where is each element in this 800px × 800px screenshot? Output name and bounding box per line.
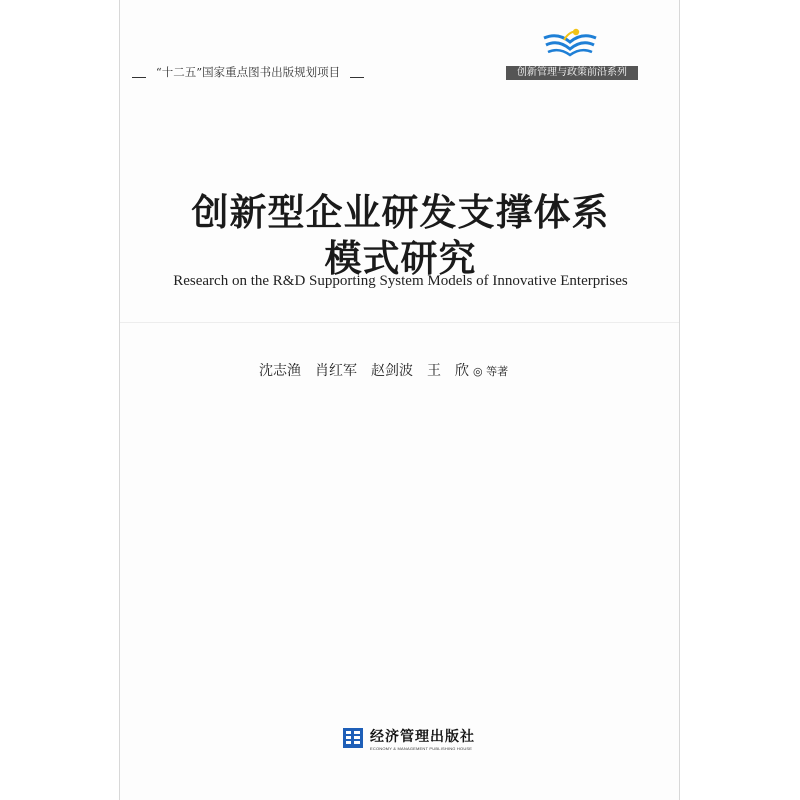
authors [259, 360, 508, 380]
publisher-name-en: ECONOMY & MANAGEMENT PUBLISHING HOUSE [370, 745, 473, 751]
project-label: “十二五”国家重点图书出版规划项目 [132, 63, 364, 81]
publisher-name-cn: 经济管理出版社 [370, 728, 475, 745]
series-badge: 创新管理与政策前沿系列 [506, 66, 638, 80]
author-4: 王 欣 [427, 363, 469, 379]
cover-fold-line [120, 322, 679, 323]
publisher-text [370, 726, 475, 751]
publisher [342, 726, 475, 750]
authors-suffix: ◎ 等著 [473, 365, 509, 378]
author-3: 赵剑波 [371, 363, 413, 379]
book-subtitle-english: Research on the R&D Supporting System Models of Innovative Enterprises [173, 273, 628, 289]
publisher-logo-icon [342, 727, 364, 749]
book-cover [119, 0, 680, 800]
book-wave-logo-icon [540, 26, 600, 60]
book-title-line1: 创新型企业研发支撑体系 [191, 191, 610, 234]
author-2: 肖红军 [315, 363, 357, 379]
author-1: 沈志渔 [259, 363, 301, 379]
book-title-line2: 模式研究 [324, 237, 477, 280]
